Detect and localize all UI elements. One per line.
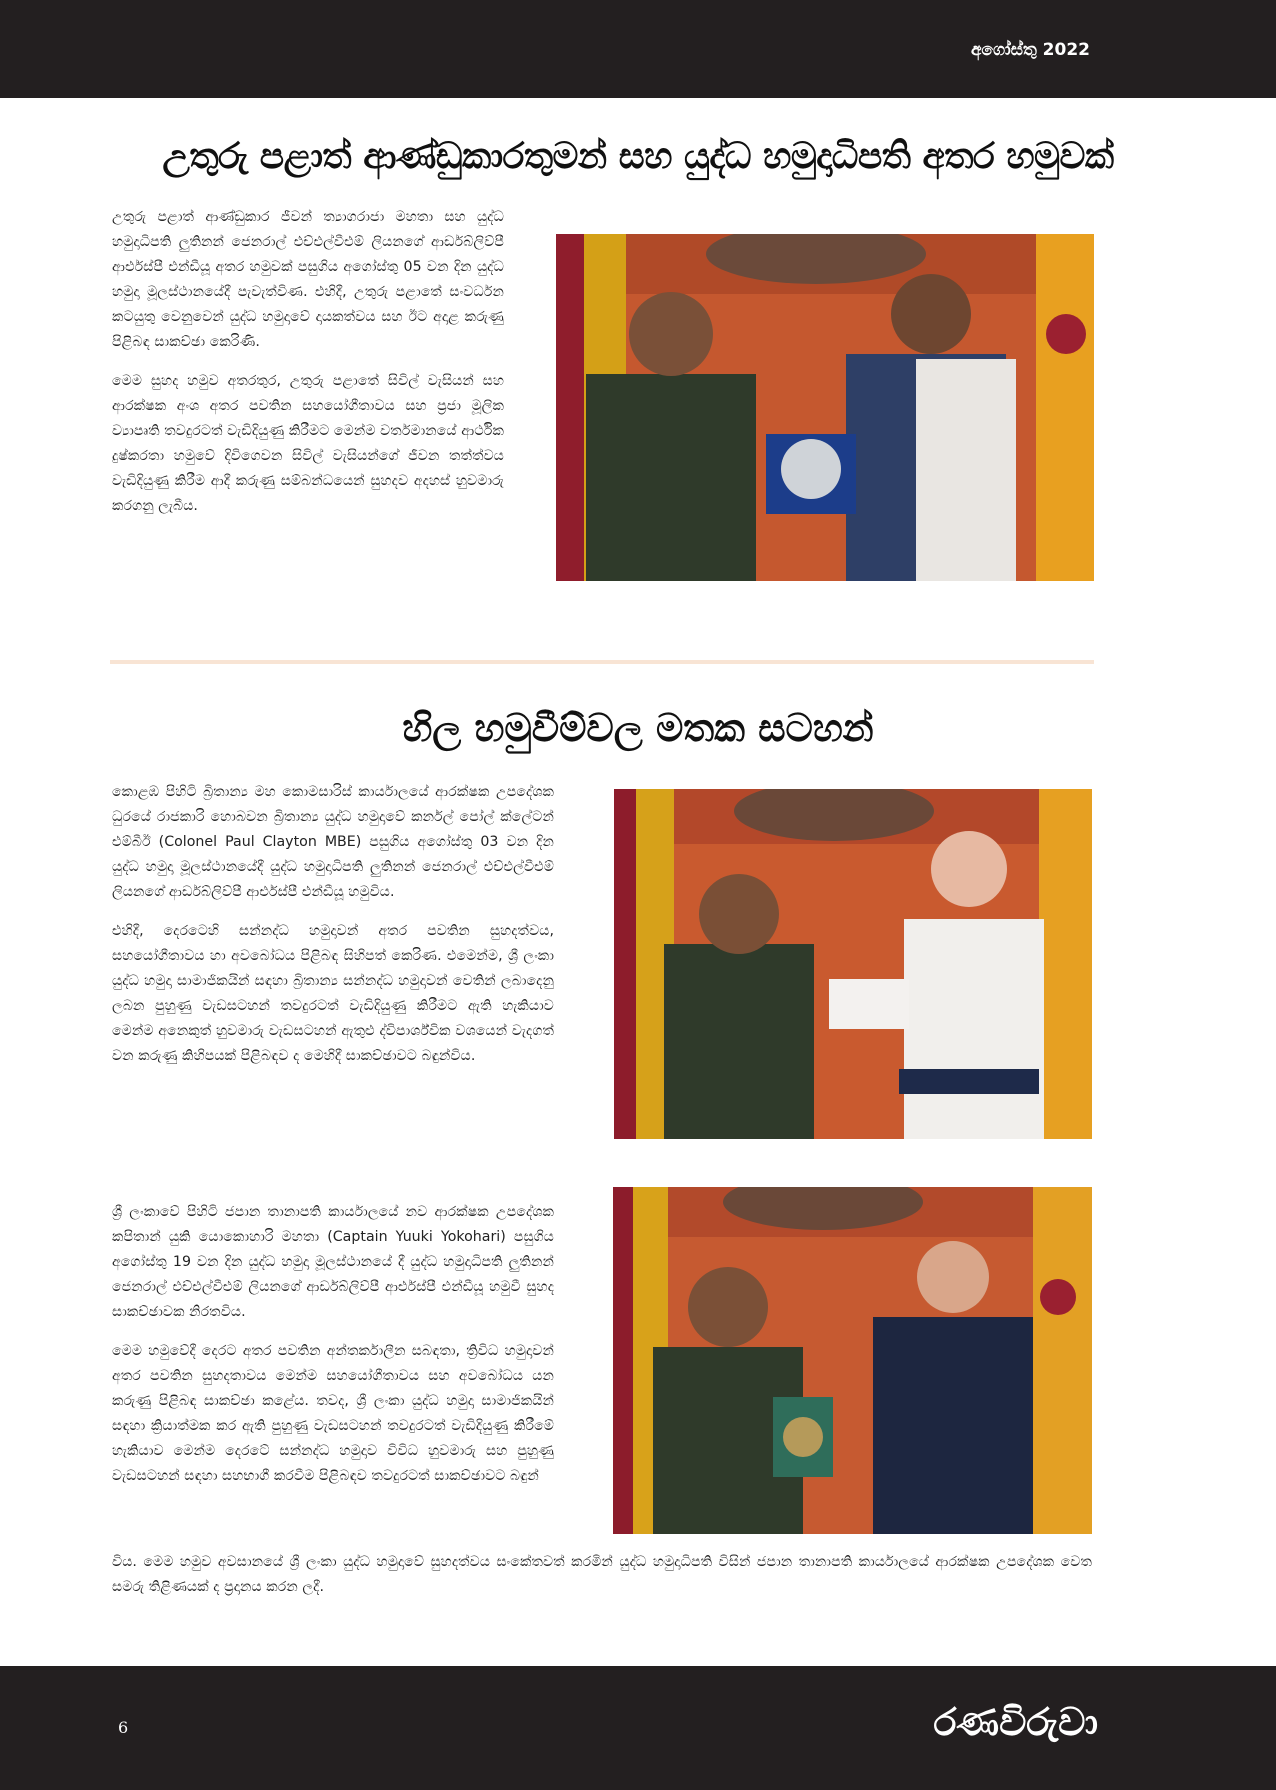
story2-paragraph: මෙම හමුවේදී දෙරට අතර පවතින අන්තර්කාලීන සබඳතා, ත්‍රිවිධ හමුදාවන් අතර පවතින සුහදතාවය මෙන්ම සහයෝගීතාවය සහ අවබෝධය යන කරුණු පිළිබඳ සාකච්ඡා කළේය. තවද, ශ්‍රී ලංකා යුද්ධ හමුදා සාමාජිකයින් සඳහා ක්‍රියාත්මක කර ඇති පුහුණු වැඩසටහන් තවදුරටත් වැඩිදියුණු කිරීමේ හැකියාව මෙන්ම දෙරටේ සන්නද්ධ හමුදාව විවිධ හුවමාරු සහ පුහුණු වැඩසටහන් සඳහා සහභාගී කරවීම පිළිබඳව තවදුරටත් සාකච්ඡාවට බඳුන් — [112, 1343, 554, 1484]
page-number: 6 — [118, 1718, 129, 1737]
photo-governor-meeting — [556, 234, 1094, 581]
header-bar — [0, 0, 1276, 98]
article1-body — [112, 205, 504, 533]
article1-paragraph: උතුරු පළාත් ආණ්ඩුකාර ජීවන් ත්‍යාගරාජා මහතා සහ යුද්ධ හමුදාධිපති ලුතිනන් ජෙනරාල් එච්එල්වීඑම් ලියනගේ ආර්ඩබ්ලිව්පී ආර්එස්පී එන්ඩීයූ අතර හමුවක් පසුගිය අගෝස්තු 05 වන දින යුද්ධ හමුදා මූලස්ථානයේදී පැවැත්විණ. එහිදී, උතුරු පළාතේ සංවර්ධන කටයුතු වෙනුවෙන් යුද්ධ හමුදාවේ දායකත්වය සහ ඊට අදාළ කරුණු පිළිබඳ සාකච්ඡා කෙරිණි. — [112, 209, 504, 350]
issue-date: අගෝස්තු 2022 — [970, 40, 1090, 60]
article1-title: උතුරු පළාත් ආණ්ඩුකාරතුමන් සහ යුද්ධ හමුදාධිපති අතර හමුවක් — [162, 136, 1114, 177]
article1-paragraph: මෙම සුහද හමුව අතරතුර, උතුරු පළාතේ සිවිල් වැසියන් සහ ආරක්ෂක අංශ අතර පවතින සහයෝගීතාවය සහ ප්‍රජා මූලික ව්‍යාපෘති තවදුරටත් වැඩිදියුණු කිරීමට මෙන්ම වර්තමානයේ ආර්ථික දුෂ්කරතා හමුවේ දිවිගෙවන සිවිල් වැසියන්ගේ ජීවන තත්ත්වය වැඩිදියුණු කිරීම ආදී කරුණු සම්බන්ධයෙන් සුහදව අදහස් හුවමාරු කරගනු ලැබීය. — [112, 373, 504, 514]
photo-japanese-adviser-meeting — [613, 1187, 1092, 1534]
article2-title: හිල හමුවීම්වල මතක සටහන් — [402, 706, 874, 750]
section-divider — [110, 660, 1094, 664]
story2-paragraph: ශ්‍රී ලංකාවේ පිහිටි ජපාන තානාපති කාර්යාලයේ නව ආරක්ෂක උපදේශක කපිතාන් යුකි යොකොහාරි මහතා (Captain Yuuki Yokohari) පසුගිය අගෝස්තු 19 වන දින යුද්ධ හමුදා මූලස්ථානයේ දී යුද්ධ හමුදාධිපති ලුතිනන් ජෙනරාල් එච්එල්වීඑම් ලියනගේ ආර්ඩබ්ලිව්පී ආර්එස්පී එන්ඩීයූ හමුවී සුහද සාකච්ඡාවක නිරතවිය. — [112, 1204, 554, 1320]
footer-bar — [0, 1666, 1276, 1790]
story1-paragraph: කොළඹ පිහිටි බ්‍රිතාන්‍ය මහ කොමසාරිස් කාර්යාලයේ ආරක්ෂක උපදේශක ධුරයේ රාජකාරි හොබවන බ්‍රිතාන්‍ය යුද්ධ හමුදාවේ කර්නල් පෝල් ක්ලේටන් එම්බීඊ (Colonel Paul Clayton MBE) පසුගිය අගෝස්තු 03 වන දින යුද්ධ හමුදා මූලස්ථානයේදී යුද්ධ හමුදාධිපති ලුතිනන් ජෙනරාල් එච්එල්වීඑම් ලියනගේ ආර්ඩබ්ලිව්පී ආර්එස්පී එන්ඩීයූ හමුවිය. — [112, 784, 554, 900]
story1-body — [112, 780, 554, 1083]
masthead-logo: රණවිරුවා — [933, 1700, 1098, 1744]
story2-tail: විය. මෙම හමුව අවසානයේ ශ්‍රී ලංකා යුද්ධ හමුදාවේ සුහදත්වය සංකේතවත් කරමින් යුද්ධ හමුදාධිපති විසින් ජපාන තානාපති කාර්යාලයේ ආරක්ෂක උපදේශක වෙත සමරු තිළිණයක් ද ප්‍රදානය කරන ලදී. — [112, 1554, 1092, 1595]
story1-paragraph: එහිදී, දෙරටෙහි සන්නද්ධ හමුදාවන් අතර පවතින සුහදත්වය, සහයෝගීතාවය හා අවබෝධය පිළිබඳ සිහිපත් කෙරිණ. එමෙන්ම, ශ්‍රී ලංකා යුද්ධ හමුදා සාමාජිකයින් සඳහා බ්‍රිතාන්‍ය සන්නද්ධ හමුදාවන් වෙතින් ලබාදෙනු ලබන පුහුණු වැඩසටහන් තවදුරටත් වැඩිදියුණු කිරීමට ඇති හැකියාව මෙන්ම අනෙකුත් හුවමාරු වැඩසටහන් ඇතුළු ද්විපාර්ශ්වික වශයෙන් වැදගත් වන කරුණු කිහිපයක් පිළිබඳව ද මෙහිදී සාකච්ඡාවට බඳුන්විය. — [112, 923, 554, 1064]
photo-british-adviser-meeting — [614, 789, 1092, 1139]
story2-body — [112, 1200, 554, 1503]
